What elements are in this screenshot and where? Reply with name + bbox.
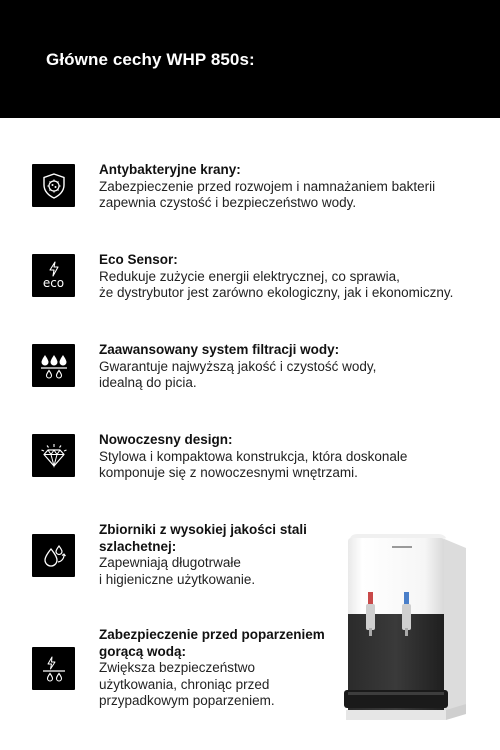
water-drops-filter-icon bbox=[32, 344, 75, 387]
feature-title: Zaawansowany system filtracji wody: bbox=[99, 342, 340, 357]
water-dispenser-image bbox=[340, 528, 480, 728]
diamond-icon bbox=[32, 434, 75, 477]
header-banner bbox=[0, 0, 500, 118]
feature-title: Nowoczesny design: bbox=[99, 432, 233, 447]
feature-title: Zabezpieczenie przed poparzeniem gorącą wodą: bbox=[99, 627, 325, 659]
feature-title: Eco Sensor: bbox=[99, 252, 178, 267]
feature-title: Antybakteryjne krany: bbox=[99, 162, 241, 177]
hot-water-protection-icon bbox=[32, 647, 75, 690]
stainless-tank-drops-icon bbox=[32, 534, 75, 577]
feature-description: Zwiększa bezpieczeństwo użytkowania, chroniąc przed przypadkowym poparzeniem. bbox=[99, 660, 275, 708]
page-title: Główne cechy WHP 850s: bbox=[46, 50, 255, 69]
feature-description: Zabezpieczenie przed rozwojem i namnażaniem bakterii zapewnia czystość i bezpieczeństwo wody. bbox=[99, 178, 436, 210]
feature-description: Redukuje zużycie energii elektrycznej, co sprawia, że dystrybutor jest zarówno ekologiczny, jak i ekonomiczny. bbox=[99, 268, 454, 300]
feature-title: Zbiorniki z wysokiej jakości stali szlachetnej: bbox=[99, 522, 307, 554]
feature-description: Stylowa i kompaktowa konstrukcja, która doskonale komponuje się z nowoczesnymi wnętrzami. bbox=[99, 448, 408, 480]
feature-description: Zapewniają długotrwałe i higieniczne użytkowanie. bbox=[99, 555, 256, 587]
shield-bacteria-icon bbox=[32, 164, 75, 207]
eco-label: eco bbox=[42, 276, 65, 290]
feature-description: Gwarantuje najwyższą jakość i czystość wody, idealną do picia. bbox=[99, 358, 377, 390]
eco-energy-icon bbox=[32, 254, 75, 297]
